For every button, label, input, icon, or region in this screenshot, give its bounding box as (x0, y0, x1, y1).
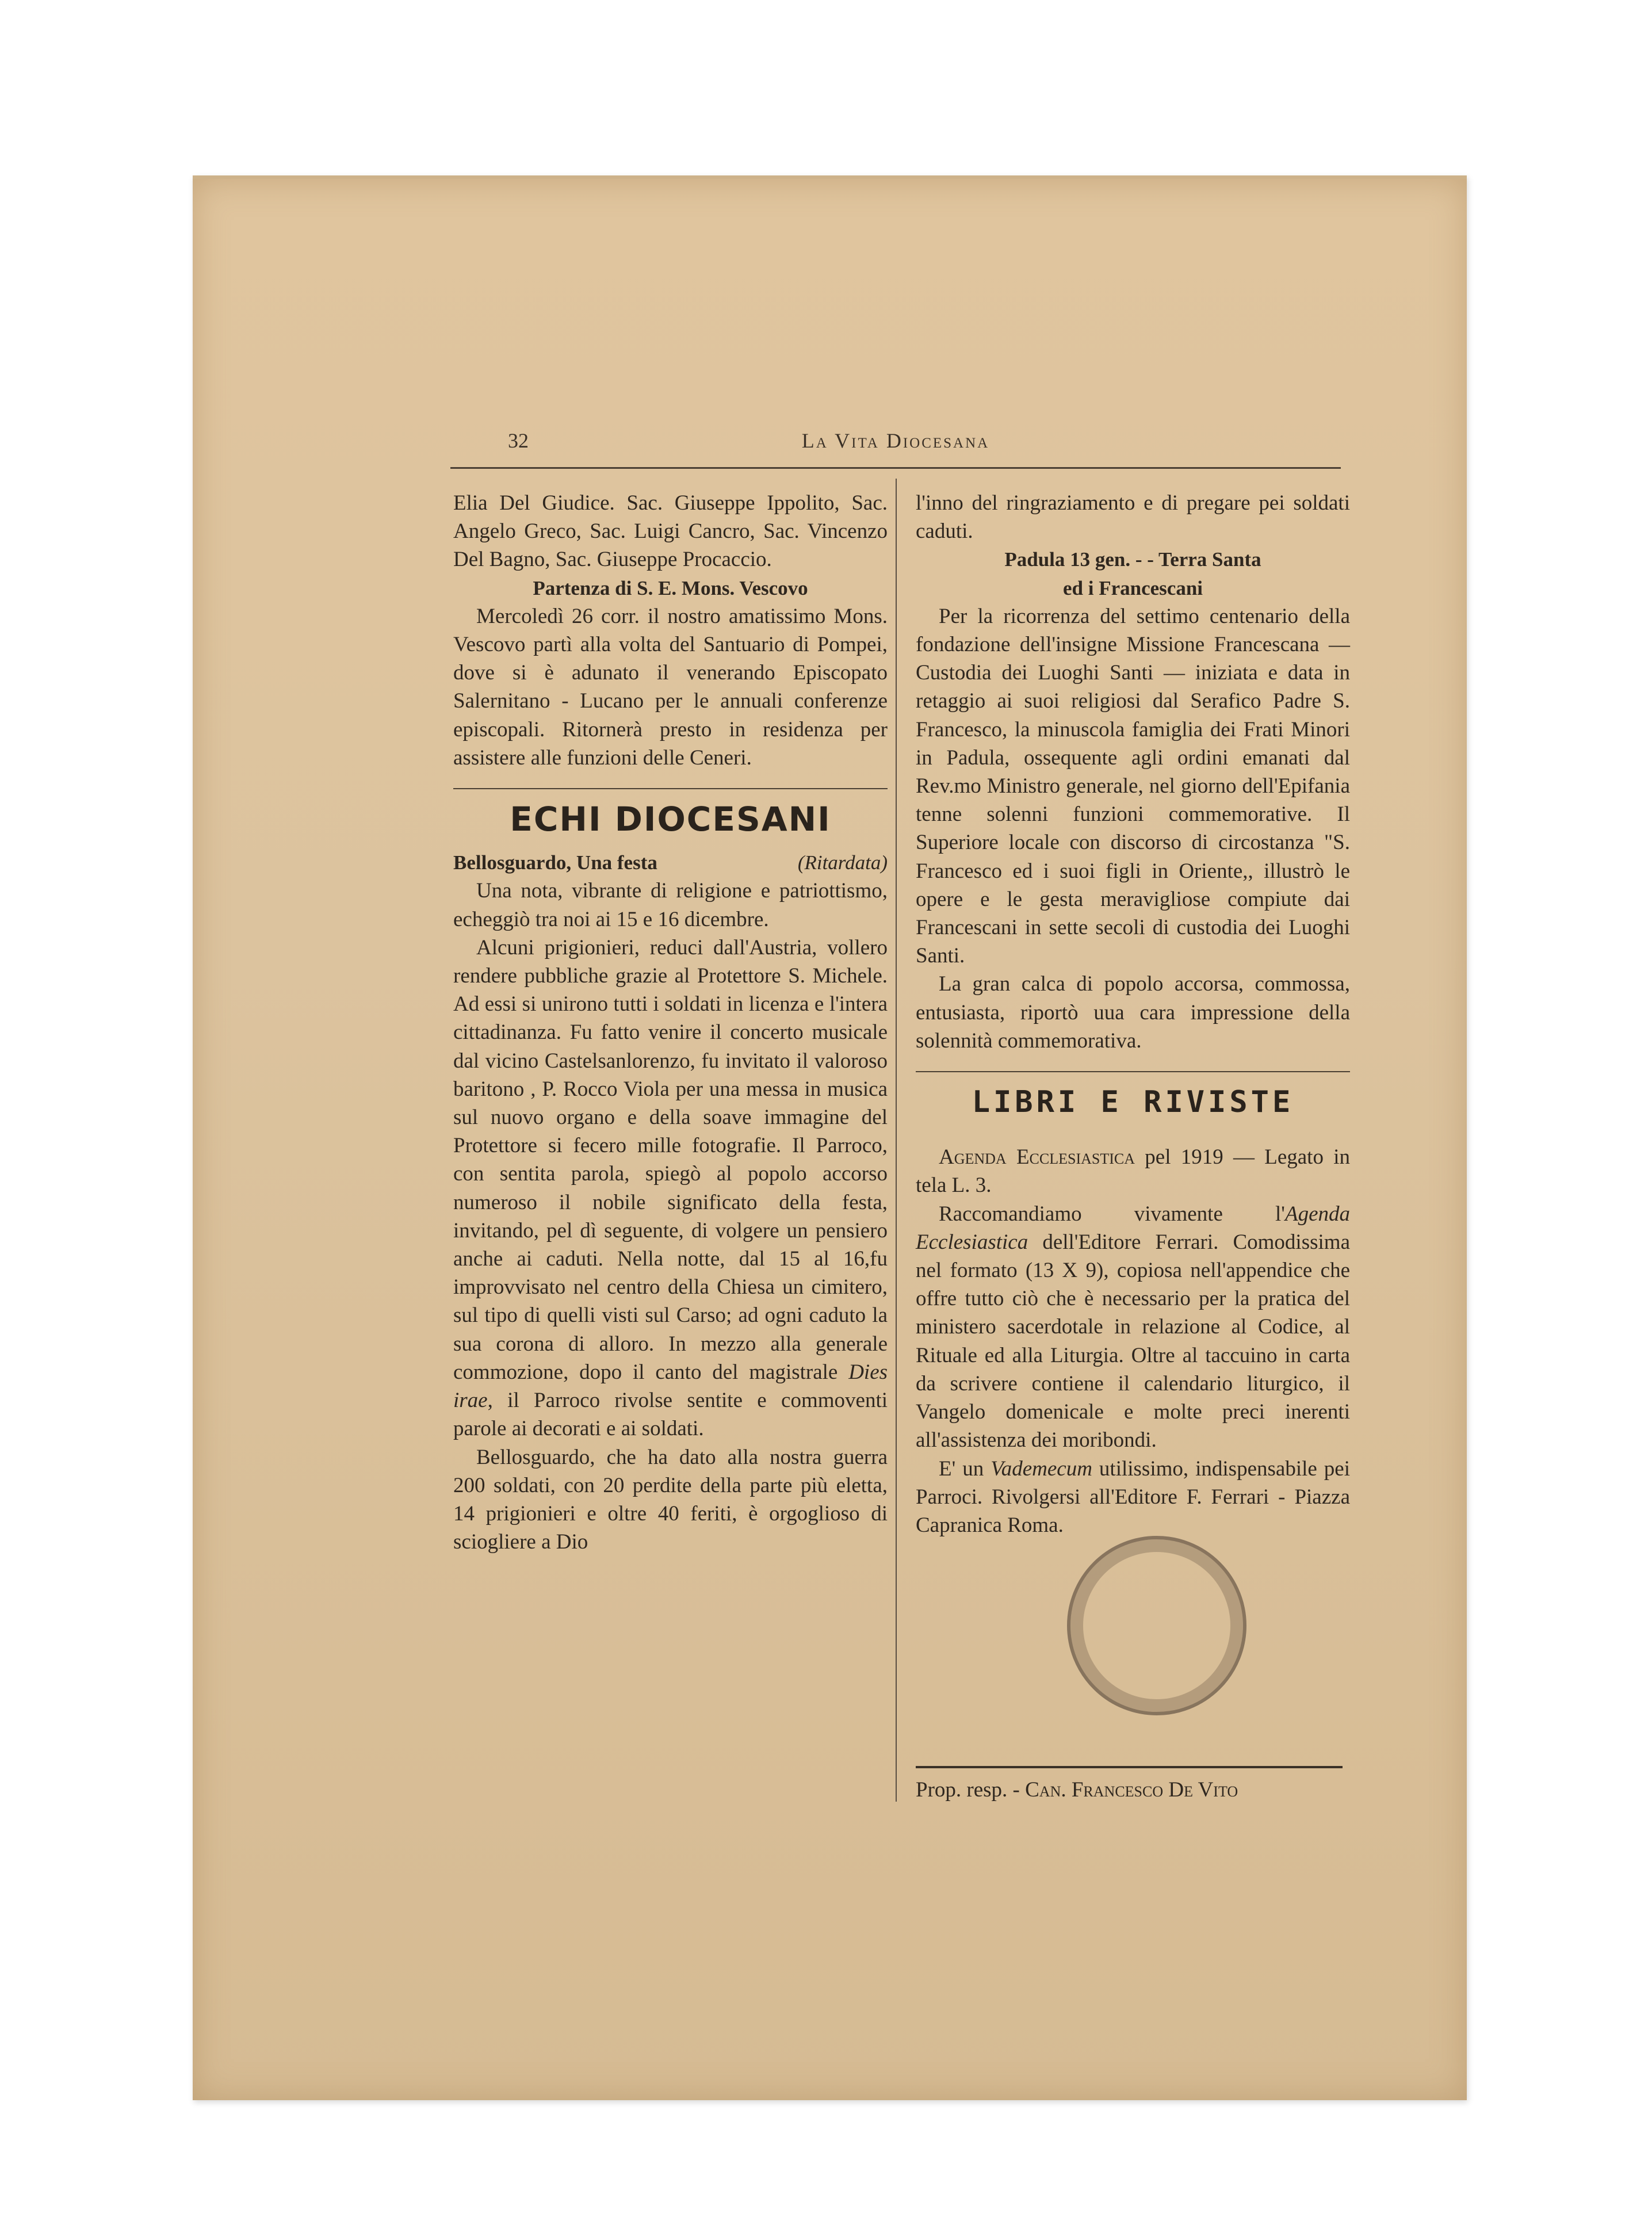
echi-diocesani-heading: ECHI DIOCESANI (510, 800, 831, 839)
vade-1: E' un (939, 1456, 991, 1481)
postmark-stamp (1067, 1536, 1246, 1715)
vade-italic: Vademecum (991, 1456, 1092, 1481)
intro-paragraph: Elia Del Giudice. Sac. Giuseppe Ippolito, Sac. Angelo Greco, Sac. Luigi Cancro, Sac. Vincenzo Del Bagno, Sac. Giuseppe Procaccio. (453, 491, 888, 572)
libri-riviste-heading: LIBRI E RIVISTE (972, 1085, 1294, 1120)
agenda-title: Agenda Ecclesiastica (939, 1145, 1135, 1169)
vademecum-paragraph (916, 1455, 1350, 1540)
padula-heading-1: Padula 13 gen. - - Terra Santa (1004, 548, 1261, 571)
page-header (450, 429, 1341, 457)
vade-2: utilissimo, indispensabile pei Parroci. Rivolgersi all'Editore F. Ferrari - Piazza Capranica Roma. (916, 1456, 1350, 1537)
header-rule (450, 467, 1341, 469)
bellosguardo-heading (453, 848, 888, 877)
rac-italic: Agenda Ecclesiastica (916, 1202, 1350, 1254)
continuation-paragraph: l'inno del ringraziamento e di pregare pei soldati caduti. (916, 491, 1350, 544)
column-divider (896, 479, 897, 1802)
section-rule (453, 788, 888, 789)
rac-2: dell'Editore Ferrari. Comodissima nel formato (13 X 9), copiosa nell'appendice che offre tutto ciò che è necessario per la pratica del ministero sacerdotale in relazione al Codice, al Rituale ed alla Liturgia. Oltre al taccuino in carta da scrivere contiene il calendario liturgico, il Vangelo domenicale e molte preci inerenti all'assistenza dei moribondi. (916, 1230, 1350, 1452)
credit-prefix: Prop. resp. - (916, 1778, 1026, 1802)
credit-line (916, 1777, 1343, 1802)
padula-paragraph-1: Per la ricorrenza del settimo centenario della fondazione dell'insigne Missione Francescana — Custodia dei Luoghi Santi — iniziata e data in retaggio ai suoi religiosi dal Serafico Padre S. Francesco, la minuscola famiglia dei Frati Minori in Padula, ossequente agli ordini emanati dal Rev.mo Ministro generale, nel giorno dell'Epifania tenne solenni funzioni commemorative. Il Superiore locale con discorso di circostanza "S. Francesco ed i suoi figli in Oriente,, illustrò le opere e le gesta meravigliose compiute dai Francescani in sette secoli di custodia dei Luoghi Santi. (916, 604, 1350, 968)
dies-irae: Dies irae (453, 1360, 888, 1413)
padula-heading-2: ed i Francescani (1062, 576, 1203, 599)
bellosguardo-paragraph-3: Bellosguardo, che ha dato alla nostra guerra 200 soldati, con 20 perdite della parte più eletta, 14 prigionieri e oltre 40 feriti, è orgoglioso di sciogliere a Dio (453, 1445, 888, 1554)
bellosguardo-title: Bellosguardo, Una festa (453, 851, 657, 874)
credit-name: Can. Francesco De Vito (1025, 1778, 1238, 1802)
agenda-paragraph (916, 1143, 1350, 1199)
section-rule (916, 1071, 1350, 1072)
padula-paragraph-2: La gran calca di popolo accorsa, commossa, entusiasta, riportò uua cara impressione della solennità commemorativa. (916, 972, 1350, 1053)
footer-rule (916, 1766, 1343, 1768)
running-title: La Vita Diocesana (801, 429, 990, 452)
partenza-heading: Partenza di S. E. Mons. Vescovo (533, 576, 808, 599)
bellosguardo-paragraph-1: Una nota, vibrante di religione e patriottismo, echeggiò tra noi ai 15 e 16 dicembre. (453, 879, 888, 931)
agenda-rest: pel 1919 — Legato in tela L. 3. (916, 1145, 1350, 1198)
bellosguardo-note: (Ritardata) (797, 851, 888, 874)
right-column (916, 489, 1350, 1539)
bellosguardo-p2-end: , il Parroco rivolse sentite e commoventi parole ai decorati e ai soldati. (453, 1389, 888, 1441)
partenza-paragraph: Mercoledì 26 corr. il nostro amatissimo Mons. Vescovo partì alla volta del Santuario di Pompei, dove si è adunato il venerando Episcopato Salernitano - Lucano per le annuali conferenze episcopali. Ritornerà presto in residenza per assistere alle funzioni delle Ceneri. (453, 604, 888, 770)
bellosguardo-p2-text: Alcuni prigionieri, reduci dall'Austria, vollero rendere pubbliche grazie al Protettore S. Michele. Ad essi si unirono tutti i soldati in licenza e l'intera cittadinanza. Fu fatto venire il concerto musicale dal vicino Castelsanlorenzo, fu invitato il valoroso baritono , P. Rocco Viola per una messa in musica sul nuovo organo e della soave immagine del Protettore si fecero mille fotografie. Il Parroco, con sentita parola, spiegò al popolo accorso numeroso il nobile significato della festa, invitando, pel dì seguente, di volgere un pensiero anche ai caduti. Nella notte, dal 15 al 16,fu improvvisato nel centro della Chiesa un cimitero, sul tipo di quelli visti sul Carso; ad ogni caduto la sua corona di alloro. In mezzo alla generale commozione, dopo il canto del magistrale (453, 935, 888, 1384)
page-number: 32 (508, 429, 529, 452)
raccomandiamo-paragraph (916, 1200, 1350, 1455)
left-column (453, 489, 888, 1556)
bellosguardo-paragraph-2 (453, 934, 888, 1443)
rac-1: Raccomandiamo vivamente l' (939, 1202, 1285, 1226)
